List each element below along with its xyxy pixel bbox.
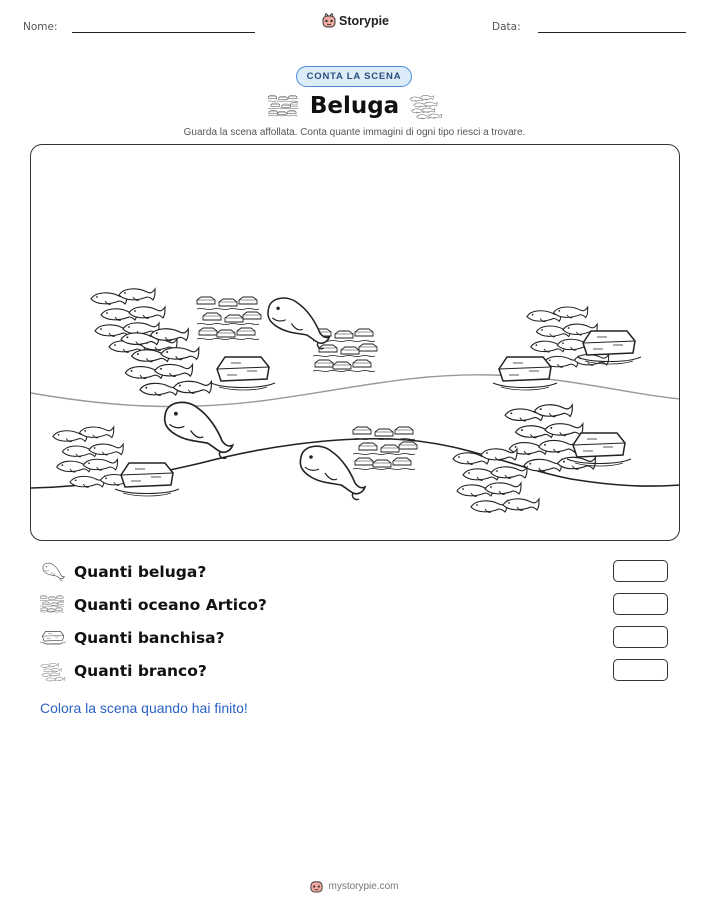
scene-illustration	[31, 145, 680, 541]
page-title: Beluga	[309, 93, 400, 119]
ocean-3	[353, 427, 417, 470]
answer-box-floe[interactable]	[613, 626, 668, 648]
date-line[interactable]	[538, 32, 686, 33]
question-label: Quanti banchisa?	[74, 629, 225, 647]
pod-6	[453, 449, 539, 513]
floe-1	[211, 357, 275, 390]
name-label: Nome:	[23, 21, 58, 33]
question-label: Quanti branco?	[74, 662, 207, 680]
arctic-ocean-icon	[40, 595, 64, 615]
question-label: Quanti beluga?	[74, 563, 207, 581]
floe-4	[115, 463, 179, 496]
beluga-icon	[40, 562, 66, 582]
storypie-logo-icon	[310, 879, 323, 894]
beluga-1	[268, 298, 329, 349]
question-label: Quanti oceano Artico?	[74, 596, 267, 614]
footer-url[interactable]: mystorypie.com	[328, 881, 399, 892]
counting-scene	[30, 144, 680, 541]
activity-badge: CONTA LA SCENA	[296, 66, 412, 87]
storypie-logo-icon	[322, 13, 336, 29]
ice-floe-icon	[40, 628, 66, 646]
name-line[interactable]	[72, 32, 255, 33]
beluga-2	[165, 402, 233, 458]
floe-2	[493, 357, 557, 390]
answer-box-ocean[interactable]	[613, 593, 668, 615]
brand-logo	[322, 13, 389, 29]
instructions: Guarda la scena affollata. Conta quante immagini di ogni tipo riesci a trovare.	[183, 127, 526, 138]
brand-name: Storypie	[339, 14, 390, 28]
answer-box-beluga[interactable]	[613, 560, 668, 582]
date-label: Data:	[492, 21, 521, 33]
pod-icon	[40, 661, 66, 683]
question-ocean	[40, 593, 670, 619]
color-instruction: Colora la scena quando hai finito!	[40, 700, 248, 716]
question-pod	[40, 659, 670, 685]
question-beluga	[40, 560, 670, 586]
answer-box-pod[interactable]	[613, 659, 668, 681]
footer	[0, 879, 709, 898]
beluga-3	[300, 446, 365, 499]
pod-icon	[409, 92, 443, 122]
title-row	[0, 93, 709, 123]
question-floe	[40, 626, 670, 652]
ocean-1	[197, 297, 261, 340]
